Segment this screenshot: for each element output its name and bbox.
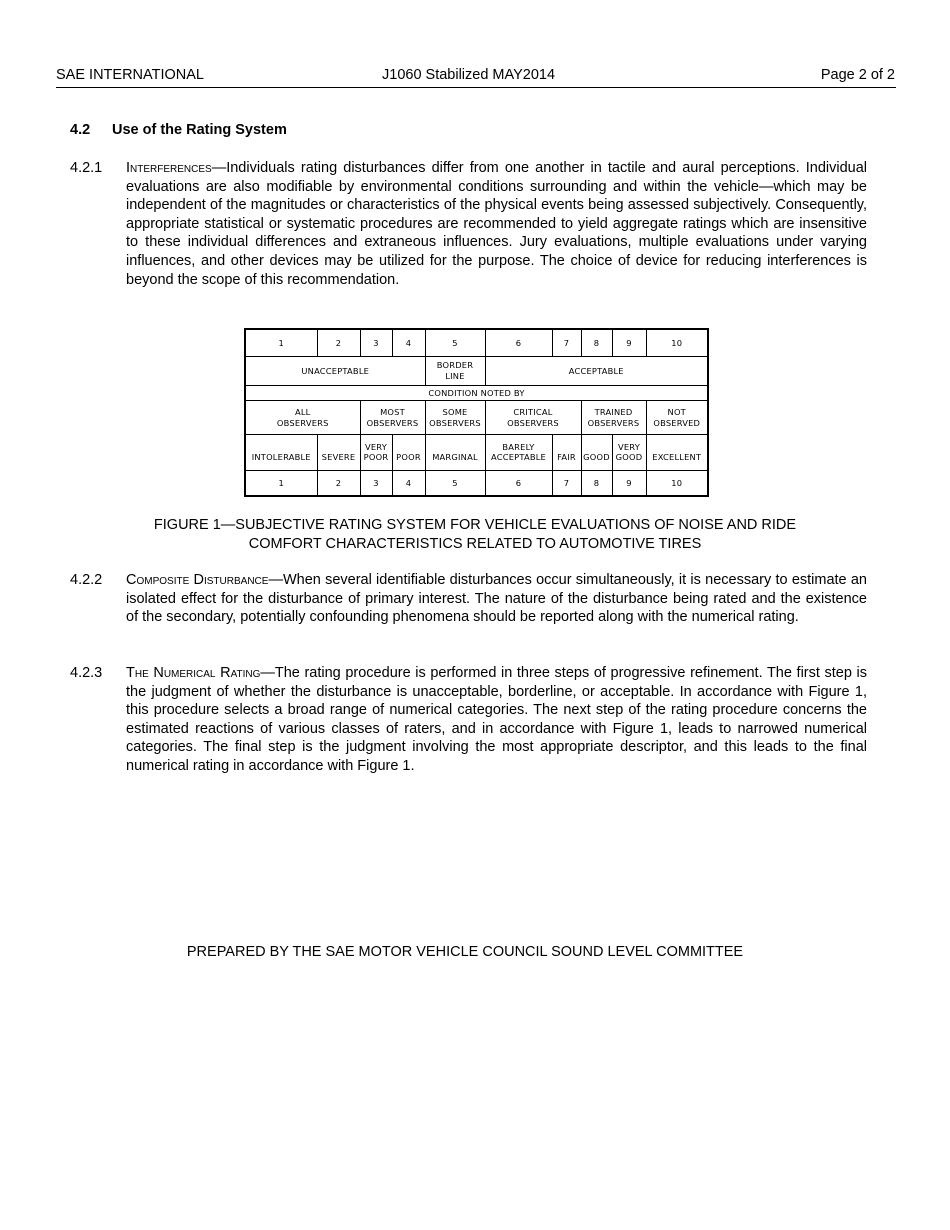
observer-cell	[646, 401, 708, 434]
number-cell: 7	[552, 329, 581, 356]
observer-line2: OBSERVED	[653, 417, 701, 428]
paragraph-numerical-rating	[70, 664, 867, 776]
header-organization: SAE INTERNATIONAL	[56, 67, 204, 83]
number-cell: 2	[317, 471, 360, 496]
unacceptable-cell: UNACCEPTABLE	[245, 356, 425, 385]
observer-line1: MOST	[380, 407, 405, 418]
observer-line2: OBSERVERS	[429, 417, 481, 428]
figure-caption	[100, 516, 850, 553]
paragraph-composite-disturbance	[70, 571, 867, 627]
number-cell: 1	[245, 471, 317, 496]
bottom-number-row	[245, 471, 708, 496]
header-page-number: Page 2 of 2	[820, 67, 895, 83]
number-cell: 4	[392, 329, 425, 356]
descriptor-cell: GOOD	[581, 434, 612, 470]
header-document-id: J1060 Stabilized MAY2014	[382, 67, 556, 83]
number-cell: 8	[581, 471, 612, 496]
number-cell: 6	[485, 471, 552, 496]
borderline-line1: BORDER	[436, 360, 474, 371]
section-title: Use of the Rating System	[112, 122, 287, 138]
number-cell: 10	[646, 471, 708, 496]
rating-table	[244, 328, 709, 497]
descriptor-cell: FAIR	[552, 434, 581, 470]
number-cell: 4	[392, 471, 425, 496]
paragraph-text	[126, 571, 867, 627]
section-heading	[70, 122, 287, 138]
number-cell: 3	[360, 471, 392, 496]
observers-row	[245, 401, 708, 434]
observer-line1: CRITICAL	[513, 407, 553, 418]
acceptability-row	[245, 356, 708, 385]
top-number-row	[245, 329, 708, 356]
number-cell: 10	[646, 329, 708, 356]
paragraph-number: 4.2.1	[70, 160, 103, 176]
observer-cell	[245, 401, 360, 434]
observer-line1: NOT	[667, 407, 686, 418]
condition-row	[245, 386, 708, 401]
observer-line1: SOME	[442, 407, 468, 418]
paragraph-body: —The rating procedure is performed in three steps of progressive refinement. The first step is the judgment of whether the disturbance is unacceptable, borderline, or acceptable. In accordance with Figure 1, this procedure selects a broad range of numerical categories. The next step of the rating procedure concerns the estimated reactions of various classes of raters, and in accordance with Figure 1, leads to narrowed numerical categories. The final step is the judgment involving the most appropriate descriptor, and this leads to the final numerical rating in accordance with Figure 1.	[126, 665, 867, 774]
observer-cell	[581, 401, 646, 434]
descriptor-row	[245, 434, 708, 470]
paragraph-text	[126, 664, 867, 776]
caption-line2: COMFORT CHARACTERISTICS RELATED TO AUTOMOTIVE TIRES	[248, 535, 702, 552]
descriptor-cell: EXCELLENT	[646, 434, 708, 470]
descriptor-cell: POOR	[392, 434, 425, 470]
number-cell: 5	[425, 471, 485, 496]
paragraph-body: —Individuals rating disturbances differ from one another in tactile and aural perceptions. Individual evaluations are also modifiable by environmental conditions surrounding and within the vehicle—which may be independent of the magnitudes or characteristics of the physical events being assessed subjectively. Consequently, appropriate statistical or systematic procedures are recommended to yield aggregate ratings which are insensitive to these individual differences and extraneous influences. Jury evaluations, multiple evaluations under varying influences, and other devices may be utilized for the purpose. The choice of device for reducing interferences is beyond the scope of this recommendation.	[126, 160, 867, 288]
paragraph-body: —When several identifiable disturbances occur simultaneously, it is necessary to estimate an isolated effect for the disturbance of primary interest. The nature of the disturbance being rated and the existence of the secondary, potentially confounding phenomena should be reported along with the numerical rating.	[126, 572, 867, 626]
number-cell: 9	[612, 329, 646, 356]
observer-line2: OBSERVERS	[587, 417, 640, 428]
descriptor-cell: SEVERE	[317, 434, 360, 470]
observer-cell	[360, 401, 425, 434]
rating-system-figure	[244, 328, 707, 497]
section-number: 4.2	[70, 122, 91, 138]
paragraph-number: 4.2.2	[70, 572, 103, 588]
number-cell: 5	[425, 329, 485, 356]
number-cell: 9	[612, 471, 646, 496]
number-cell: 6	[485, 329, 552, 356]
observer-line2: OBSERVERS	[507, 417, 559, 428]
borderline-cell	[425, 356, 485, 385]
page-header	[56, 66, 896, 88]
paragraph-term: Composite Disturbance	[126, 572, 269, 588]
caption-line1: FIGURE 1—SUBJECTIVE RATING SYSTEM FOR VEHICLE EVALUATIONS OF NOISE AND RIDE	[153, 517, 797, 533]
number-cell: 2	[317, 329, 360, 356]
number-cell: 1	[245, 329, 317, 356]
observer-line2: OBSERVERS	[366, 417, 419, 428]
descriptor-cell: MARGINAL	[425, 434, 485, 470]
descriptor-cell: VERY POOR	[360, 434, 392, 470]
observer-line2: OBSERVERS	[276, 417, 329, 428]
paragraph-term: Interferences	[126, 160, 212, 176]
number-cell: 8	[581, 329, 612, 356]
paragraph-term: The Numerical Rating	[126, 665, 261, 681]
condition-noted-by-cell: CONDITION NOTED BY	[245, 386, 708, 401]
number-cell: 7	[552, 471, 581, 496]
observer-line1: ALL	[294, 407, 311, 418]
observer-line1: TRAINED	[594, 407, 633, 418]
descriptor-cell: VERY GOOD	[612, 434, 646, 470]
borderline-line2: LINE	[445, 370, 465, 381]
paragraph-number: 4.2.3	[70, 665, 103, 681]
paragraph-interferences	[70, 159, 867, 289]
committee-footer: PREPARED BY THE SAE MOTOR VEHICLE COUNCIL SOUND LEVEL COMMITTEE	[186, 944, 744, 960]
observer-cell	[485, 401, 581, 434]
descriptor-cell: BARELY ACCEPTABLE	[485, 434, 552, 470]
observer-cell	[425, 401, 485, 434]
acceptable-cell: ACCEPTABLE	[485, 356, 708, 385]
number-cell: 3	[360, 329, 392, 356]
paragraph-text	[126, 159, 867, 289]
descriptor-cell: INTOLERABLE	[245, 434, 317, 470]
